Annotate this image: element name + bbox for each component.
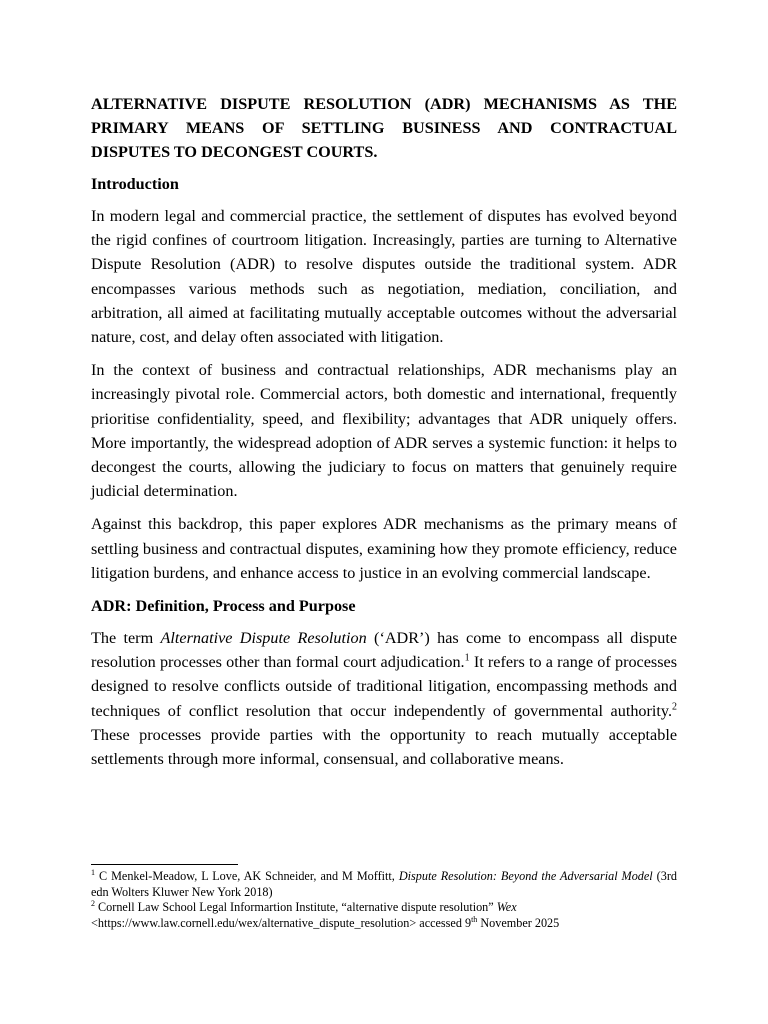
footnote-2-text-a: Cornell Law School Legal Informartion Institute, “alternative dispute resolution” [95,900,497,914]
definition-term: Alternative Dispute Resolution [160,629,367,648]
footnote-ref-1[interactable]: 1 [464,652,470,664]
footnotes [91,869,677,931]
definition-paragraph [91,626,677,771]
footnote-2 [91,900,677,931]
intro-paragraph-2: In the context of business and contractual relationships, ADR mechanisms play an increasingly pivotal role. Commercial actors, both domestic and international, frequently prioritise confidentiality, speed, and flexibility; advantages that ADR uniquely offers. More importantly, the widespread adoption of ADR serves a systemic function: it helps to decongest the courts, allowing the judiciary to focus on matters that genuinely require judicial determination. [91,361,677,501]
footnote-separator [91,864,238,865]
footnote-ref-2[interactable]: 2 [672,701,677,713]
footnote-1-title: Dispute Resolution: Beyond the Adversarial Model [398,869,653,883]
definition-text-b: (‘ADR’) has come to encompass all dispute resolution processes other than formal court adjudication. [91,629,678,672]
section-heading-adr-definition: ADR: Definition, Process and Purpose [91,597,356,616]
definition-text-a: The term [91,629,161,648]
document-body [91,92,677,780]
footnote-2-accessed-b: November 2025 [477,915,560,930]
footnote-1-text-a: C Menkel-Meadow, L Love, AK Schneider, and M Moffitt, [95,869,399,883]
document-title: ALTERNATIVE DISPUTE RESOLUTION (ADR) MECHANISMS AS THE PRIMARY MEANS OF SETTLING BUSINESS AND CONTRACTUAL DISPUTES TO DECONGEST COURTS. [91,95,677,161]
footnote-1-text-b: (3rd edn Wolters Kluwer New York 2018) [91,869,677,899]
intro-paragraph-3: Against this backdrop, this paper explores ADR mechanisms as the primary means of settling business and contractual disputes, examining how they promote efficiency, reduce litigation burdens, and enhance access to justice in an evolving commercial landscape. [91,515,677,582]
definition-text-d: These processes provide parties with the opportunity to reach mutually acceptable settlements through more informal, consensual, and collaborative means. [91,725,677,769]
footnote-2-source: Wex [496,900,517,914]
footnote-1 [91,869,677,900]
footnote-1-number: 1 [91,867,95,877]
footnote-2-accessed-ordinal: th [471,914,478,924]
footnote-2-url[interactable]: <https://www.law.cornell.edu/wex/alternative_dispute_resolution> [91,915,417,930]
definition-text-c: It refers to a range of processes designed to resolve conflicts outside of traditional litigation, encompassing methods and techniques of conflict resolution that occur independently of governmental authority. [91,653,678,720]
footnote-2-accessed-a: accessed 9 [416,915,472,930]
footnote-2-number: 2 [91,898,95,908]
section-heading-introduction: Introduction [91,175,179,193]
intro-paragraph-1: In modern legal and commercial practice, the settlement of disputes has evolved beyond the rigid confines of courtroom litigation. Increasingly, parties are turning to Alternative Dispute Resolution (ADR) to resolve disputes outside the traditional system. ADR encompasses various methods such as negotiation, mediation, conciliation, and arbitration, all aimed at facilitating mutually acceptable outcomes without the adversarial nature, cost, and delay often associated with litigation. [91,207,677,347]
